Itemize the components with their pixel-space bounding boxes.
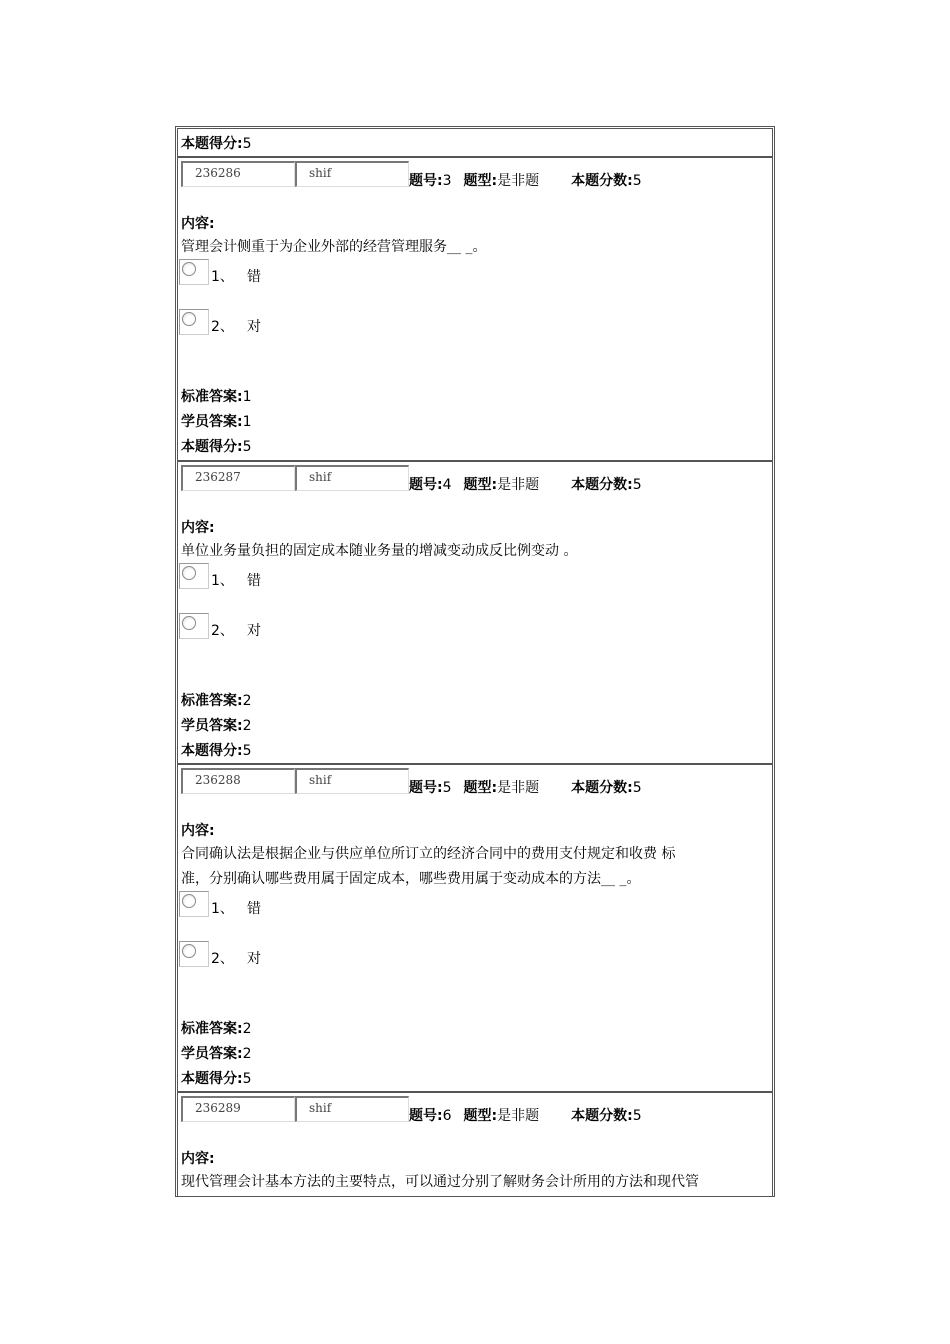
question-type: 是非题	[497, 1108, 540, 1124]
question-points: 5	[632, 1108, 642, 1124]
question-points: 5	[632, 173, 642, 189]
question-points: 5	[632, 477, 642, 493]
score-label: 本题得分:	[181, 136, 243, 152]
question-code-field[interactable]: shif	[295, 1096, 409, 1122]
question-meta: 题号:4 题型:是非题 本题分数:5	[409, 477, 642, 493]
question-content: 管理会计侧重于为企业外部的经营管理服务__ _。	[181, 239, 487, 255]
question-number: 5	[442, 780, 452, 796]
prev-score-row	[177, 128, 773, 157]
question-content: 合同确认法是根据企业与供应单位所订立的经济合同中的费用支付规定和收费 标 准，分别确认哪些费用属于固定成本，哪些费用属于变动成本的方法__ _。	[181, 846, 676, 887]
question-number: 4	[442, 477, 452, 493]
question-block	[177, 1092, 773, 1197]
question-id-field[interactable]: 236289	[181, 1096, 295, 1122]
question-meta: 题号:5 题型:是非题 本题分数:5	[409, 780, 642, 796]
question-code-field[interactable]: shif	[295, 161, 409, 187]
standard-answer: 标准答案:1	[181, 389, 252, 405]
student-answer: 学员答案:2	[181, 718, 252, 734]
content-label: 内容:	[181, 1151, 215, 1167]
content-label: 内容:	[181, 216, 215, 232]
question-id-field[interactable]: 236286	[181, 161, 295, 187]
question-type: 是非题	[497, 780, 540, 796]
score-value: 5	[242, 136, 252, 152]
score-got: 本题得分:5	[181, 1071, 252, 1087]
question-block: 236288 shif 题号:5 题型:是非题 本题分数:5 内容: 合同确认法是根据企业与供应单位所订立的经济合同中的费用支付规定和收费 标 准，分别确认哪些费用属于固定成本，哪些费用属于变动成本的方法__ _。 1、 错 2、 对 标准答案:2 学员答案:2 本题得分:5	[177, 764, 773, 1092]
radio-icon[interactable]	[182, 616, 196, 630]
question-points: 5	[632, 780, 642, 796]
standard-answer: 标准答案:2	[181, 1021, 252, 1037]
student-answer: 学员答案:2	[181, 1046, 252, 1062]
radio-icon[interactable]	[182, 944, 196, 958]
radio-icon[interactable]	[182, 312, 196, 326]
question-type: 是非题	[497, 173, 540, 189]
question-table	[175, 126, 775, 1197]
student-answer: 学员答案:1	[181, 414, 252, 430]
content-label: 内容:	[181, 520, 215, 536]
radio-icon[interactable]	[182, 262, 196, 276]
question-type: 是非题	[497, 477, 540, 493]
question-number: 6	[442, 1108, 452, 1124]
question-block: 236287 shif 题号:4 题型:是非题 本题分数:5 内容: 单位业务量负担的固定成本随业务量的增减变动成反比例变动 。 1、 错 2、 对 标准答案:2 学员答案:2 本题得分:5	[177, 461, 773, 764]
question-content: 单位业务量负担的固定成本随业务量的增减变动成反比例变动 。	[181, 543, 578, 559]
question-id-field[interactable]: 236288	[181, 768, 295, 794]
question-number: 3	[442, 173, 452, 189]
question-block: 236286 shif 题号:3 题型:是非题 本题分数:5 内容: 管理会计侧重于为企业外部的经营管理服务__ _。 1、 错 2、 对 标准答案:1 学员答案:1 本题得分:5	[177, 157, 773, 461]
question-meta: 题号:3 题型:是非题 本题分数:5	[409, 173, 642, 189]
question-meta: 题号:6 题型:是非题 本题分数:5	[409, 1108, 642, 1124]
question-code-field[interactable]: shif	[295, 465, 409, 491]
standard-answer: 标准答案:2	[181, 693, 252, 709]
question-content: 现代管理会计基本方法的主要特点，可以通过分别了解财务会计所用的方法和现代管	[181, 1174, 699, 1190]
score-got: 本题得分:5	[181, 743, 252, 759]
radio-icon[interactable]	[182, 566, 196, 580]
content-label: 内容:	[181, 823, 215, 839]
radio-icon[interactable]	[182, 894, 196, 908]
question-id-field[interactable]: 236287	[181, 465, 295, 491]
score-got: 本题得分:5	[181, 439, 252, 455]
question-code-field[interactable]: shif	[295, 768, 409, 794]
